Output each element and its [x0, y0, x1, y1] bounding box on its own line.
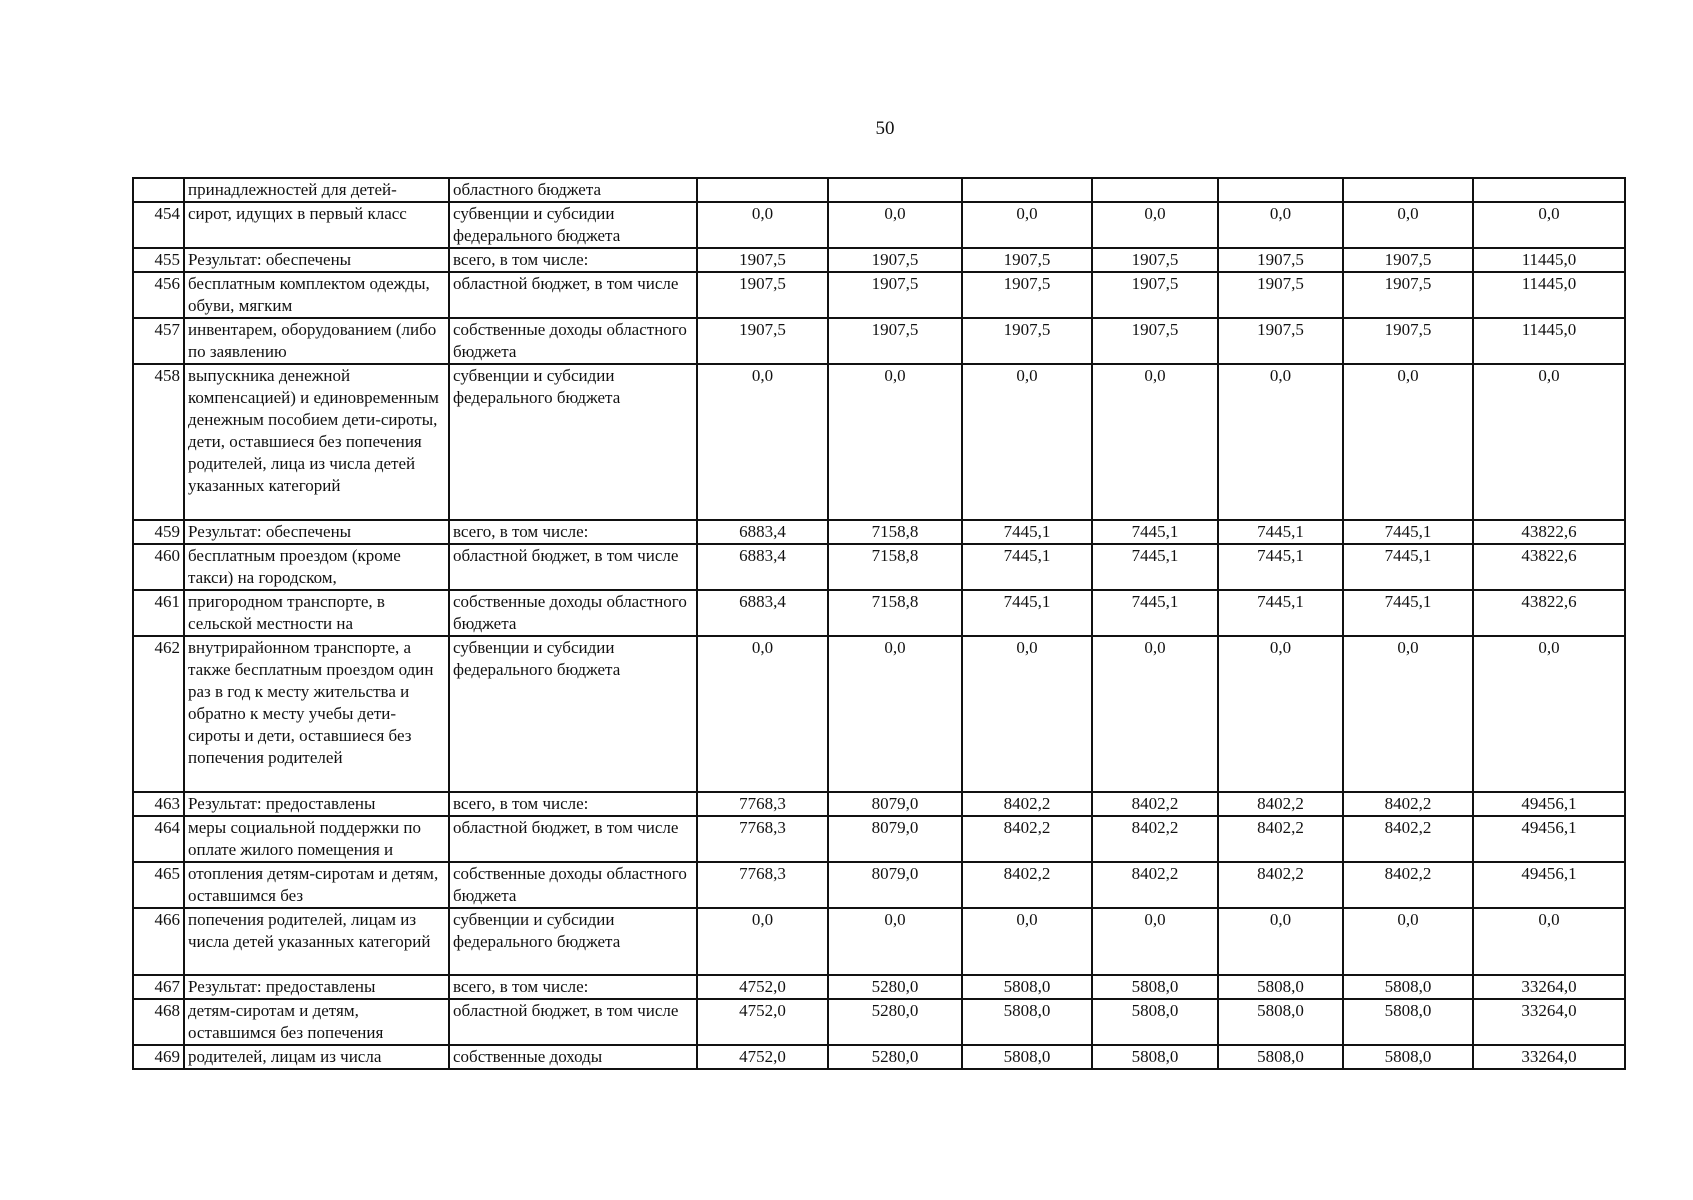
funding-source: областного бюджета [449, 178, 697, 202]
table-row [133, 590, 1625, 636]
row-description: Результат: предоставлены [184, 975, 449, 999]
value-cell: 49456,1 [1473, 792, 1625, 816]
value-cell: 1907,5 [962, 248, 1092, 272]
value-cell: 49456,1 [1473, 862, 1625, 908]
funding-source: собственные доходы областного бюджета [449, 590, 697, 636]
value-cell: 5808,0 [1218, 999, 1343, 1045]
value-cell: 1907,5 [828, 318, 962, 364]
value-cell: 0,0 [1473, 636, 1625, 792]
value-cell: 5808,0 [1343, 975, 1473, 999]
value-cell: 7445,1 [962, 544, 1092, 590]
value-cell: 0,0 [1218, 908, 1343, 975]
row-number: 467 [133, 975, 184, 999]
row-description: принадлежностей для детей- [184, 178, 449, 202]
value-cell: 7445,1 [1218, 520, 1343, 544]
table-row [133, 636, 1625, 792]
value-cell: 4752,0 [697, 1045, 828, 1069]
budget-table [132, 177, 1626, 1070]
value-cell: 1907,5 [697, 248, 828, 272]
value-cell [1092, 178, 1218, 202]
value-cell: 8402,2 [1343, 816, 1473, 862]
value-cell: 1907,5 [1092, 272, 1218, 318]
funding-source: областной бюджет, в том числе [449, 272, 697, 318]
value-cell: 0,0 [962, 636, 1092, 792]
value-cell: 5808,0 [962, 975, 1092, 999]
funding-source: всего, в том числе: [449, 248, 697, 272]
value-cell: 8079,0 [828, 816, 962, 862]
table-row [133, 364, 1625, 520]
value-cell [1218, 178, 1343, 202]
value-cell: 8402,2 [1092, 792, 1218, 816]
value-cell: 0,0 [962, 202, 1092, 248]
row-number: 468 [133, 999, 184, 1045]
value-cell [828, 178, 962, 202]
value-cell: 0,0 [962, 908, 1092, 975]
row-description: попечения родителей, лицам из числа детей указанных категорий [184, 908, 449, 975]
row-number: 461 [133, 590, 184, 636]
table-row [133, 862, 1625, 908]
table-row [133, 908, 1625, 975]
value-cell: 11445,0 [1473, 272, 1625, 318]
value-cell: 0,0 [697, 636, 828, 792]
row-number: 462 [133, 636, 184, 792]
row-number: 465 [133, 862, 184, 908]
value-cell: 1907,5 [1092, 318, 1218, 364]
row-description: меры социальной поддержки по оплате жилого помещения и [184, 816, 449, 862]
value-cell: 8402,2 [962, 792, 1092, 816]
funding-source: субвенции и субсидии федерального бюджета [449, 636, 697, 792]
row-number: 464 [133, 816, 184, 862]
funding-source: собственные доходы [449, 1045, 697, 1069]
value-cell: 0,0 [1092, 364, 1218, 520]
value-cell: 7445,1 [962, 590, 1092, 636]
funding-source: областной бюджет, в том числе [449, 544, 697, 590]
value-cell: 33264,0 [1473, 1045, 1625, 1069]
value-cell: 1907,5 [1218, 318, 1343, 364]
value-cell: 7158,8 [828, 544, 962, 590]
value-cell: 7445,1 [1092, 544, 1218, 590]
value-cell: 7768,3 [697, 862, 828, 908]
value-cell: 5808,0 [962, 1045, 1092, 1069]
value-cell: 0,0 [1473, 364, 1625, 520]
value-cell: 8079,0 [828, 862, 962, 908]
table-row [133, 318, 1625, 364]
funding-source: субвенции и субсидии федерального бюджета [449, 202, 697, 248]
funding-source: субвенции и субсидии федерального бюджета [449, 364, 697, 520]
funding-source: собственные доходы областного бюджета [449, 862, 697, 908]
value-cell: 1907,5 [962, 272, 1092, 318]
row-number: 466 [133, 908, 184, 975]
value-cell: 4752,0 [697, 999, 828, 1045]
value-cell: 7445,1 [1343, 544, 1473, 590]
value-cell: 1907,5 [828, 248, 962, 272]
value-cell: 8402,2 [1218, 862, 1343, 908]
value-cell: 43822,6 [1473, 544, 1625, 590]
value-cell: 8402,2 [1343, 862, 1473, 908]
row-description: Результат: предоставлены [184, 792, 449, 816]
value-cell: 1907,5 [1343, 272, 1473, 318]
row-description: внутрирайонном транспорте, а также бесплатным проездом один раз в год к месту жительства и обратно к месту учебы дети-сироты и дети, оставшиеся без попечения родителей [184, 636, 449, 792]
row-description: пригородном транспорте, в сельской местности на [184, 590, 449, 636]
value-cell: 11445,0 [1473, 248, 1625, 272]
value-cell: 0,0 [1218, 364, 1343, 520]
table-row [133, 178, 1625, 202]
value-cell: 8402,2 [962, 862, 1092, 908]
row-description: Результат: обеспечены [184, 520, 449, 544]
value-cell: 1907,5 [1218, 248, 1343, 272]
value-cell: 4752,0 [697, 975, 828, 999]
value-cell: 7445,1 [962, 520, 1092, 544]
value-cell: 5808,0 [1343, 999, 1473, 1045]
row-description: инвентарем, оборудованием (либо по заявлению [184, 318, 449, 364]
value-cell [962, 178, 1092, 202]
value-cell: 11445,0 [1473, 318, 1625, 364]
value-cell: 0,0 [1473, 908, 1625, 975]
value-cell: 43822,6 [1473, 520, 1625, 544]
value-cell: 0,0 [697, 908, 828, 975]
value-cell: 0,0 [1343, 908, 1473, 975]
value-cell: 8402,2 [1218, 792, 1343, 816]
value-cell: 5808,0 [1092, 999, 1218, 1045]
funding-source: областной бюджет, в том числе [449, 999, 697, 1045]
value-cell: 0,0 [1343, 364, 1473, 520]
row-number: 454 [133, 202, 184, 248]
value-cell: 1907,5 [697, 272, 828, 318]
row-description: родителей, лицам из числа [184, 1045, 449, 1069]
value-cell: 0,0 [697, 202, 828, 248]
funding-source: всего, в том числе: [449, 975, 697, 999]
value-cell: 0,0 [1218, 202, 1343, 248]
value-cell: 1907,5 [1343, 248, 1473, 272]
value-cell: 0,0 [828, 364, 962, 520]
row-number: 458 [133, 364, 184, 520]
funding-source: всего, в том числе: [449, 520, 697, 544]
value-cell: 8402,2 [1218, 816, 1343, 862]
value-cell [1343, 178, 1473, 202]
value-cell: 1907,5 [1343, 318, 1473, 364]
value-cell: 1907,5 [1218, 272, 1343, 318]
value-cell: 7158,8 [828, 590, 962, 636]
value-cell: 7445,1 [1092, 520, 1218, 544]
page-number: 50 [875, 118, 895, 139]
value-cell: 5280,0 [828, 975, 962, 999]
value-cell: 7445,1 [1218, 544, 1343, 590]
value-cell: 7445,1 [1343, 590, 1473, 636]
row-description: бесплатным проездом (кроме такси) на городском, [184, 544, 449, 590]
value-cell: 8079,0 [828, 792, 962, 816]
row-description: выпускника денежной компенсацией) и единовременным денежным пособием дети-сироты, дети, оставшиеся без попечения родителей, лица из числа детей указанных категорий [184, 364, 449, 520]
value-cell: 0,0 [1092, 202, 1218, 248]
table-row [133, 544, 1625, 590]
value-cell: 0,0 [1218, 636, 1343, 792]
row-description: бесплатным комплектом одежды, обуви, мягким [184, 272, 449, 318]
value-cell: 0,0 [962, 364, 1092, 520]
value-cell: 7768,3 [697, 792, 828, 816]
funding-source: всего, в том числе: [449, 792, 697, 816]
table-row [133, 975, 1625, 999]
value-cell: 6883,4 [697, 520, 828, 544]
value-cell: 0,0 [828, 636, 962, 792]
value-cell: 8402,2 [1092, 816, 1218, 862]
value-cell: 5808,0 [1092, 975, 1218, 999]
value-cell: 6883,4 [697, 590, 828, 636]
value-cell: 8402,2 [1092, 862, 1218, 908]
value-cell: 33264,0 [1473, 999, 1625, 1045]
value-cell: 1907,5 [828, 272, 962, 318]
row-description: детям-сиротам и детям, оставшимся без попечения [184, 999, 449, 1045]
row-number: 459 [133, 520, 184, 544]
value-cell: 33264,0 [1473, 975, 1625, 999]
value-cell: 0,0 [828, 202, 962, 248]
table-row [133, 202, 1625, 248]
value-cell: 5280,0 [828, 999, 962, 1045]
row-description: сирот, идущих в первый класс [184, 202, 449, 248]
table-row [133, 1045, 1625, 1069]
value-cell: 0,0 [1092, 636, 1218, 792]
value-cell: 5808,0 [1218, 1045, 1343, 1069]
value-cell: 1907,5 [962, 318, 1092, 364]
value-cell: 8402,2 [1343, 792, 1473, 816]
value-cell: 0,0 [828, 908, 962, 975]
funding-source: субвенции и субсидии федерального бюджета [449, 908, 697, 975]
row-number [133, 178, 184, 202]
value-cell: 43822,6 [1473, 590, 1625, 636]
value-cell: 5808,0 [1092, 1045, 1218, 1069]
row-number: 457 [133, 318, 184, 364]
table-row [133, 248, 1625, 272]
row-number: 460 [133, 544, 184, 590]
value-cell: 0,0 [1092, 908, 1218, 975]
value-cell: 0,0 [1473, 202, 1625, 248]
row-number: 463 [133, 792, 184, 816]
table-row [133, 792, 1625, 816]
value-cell: 8402,2 [962, 816, 1092, 862]
value-cell: 7768,3 [697, 816, 828, 862]
value-cell [1473, 178, 1625, 202]
value-cell [697, 178, 828, 202]
value-cell: 5808,0 [962, 999, 1092, 1045]
value-cell: 5808,0 [1218, 975, 1343, 999]
funding-source: собственные доходы областного бюджета [449, 318, 697, 364]
value-cell: 5808,0 [1343, 1045, 1473, 1069]
value-cell: 7445,1 [1092, 590, 1218, 636]
value-cell: 7445,1 [1218, 590, 1343, 636]
row-description: отопления детям-сиротам и детям, оставшимся без [184, 862, 449, 908]
value-cell: 0,0 [1343, 636, 1473, 792]
value-cell: 49456,1 [1473, 816, 1625, 862]
table-row [133, 272, 1625, 318]
row-number: 469 [133, 1045, 184, 1069]
value-cell: 7445,1 [1343, 520, 1473, 544]
value-cell: 1907,5 [1092, 248, 1218, 272]
row-number: 455 [133, 248, 184, 272]
table-row [133, 816, 1625, 862]
value-cell: 0,0 [1343, 202, 1473, 248]
value-cell: 6883,4 [697, 544, 828, 590]
funding-source: областной бюджет, в том числе [449, 816, 697, 862]
value-cell: 7158,8 [828, 520, 962, 544]
row-description: Результат: обеспечены [184, 248, 449, 272]
table-row [133, 999, 1625, 1045]
value-cell: 1907,5 [697, 318, 828, 364]
value-cell: 5280,0 [828, 1045, 962, 1069]
row-number: 456 [133, 272, 184, 318]
table-row [133, 520, 1625, 544]
value-cell: 0,0 [697, 364, 828, 520]
